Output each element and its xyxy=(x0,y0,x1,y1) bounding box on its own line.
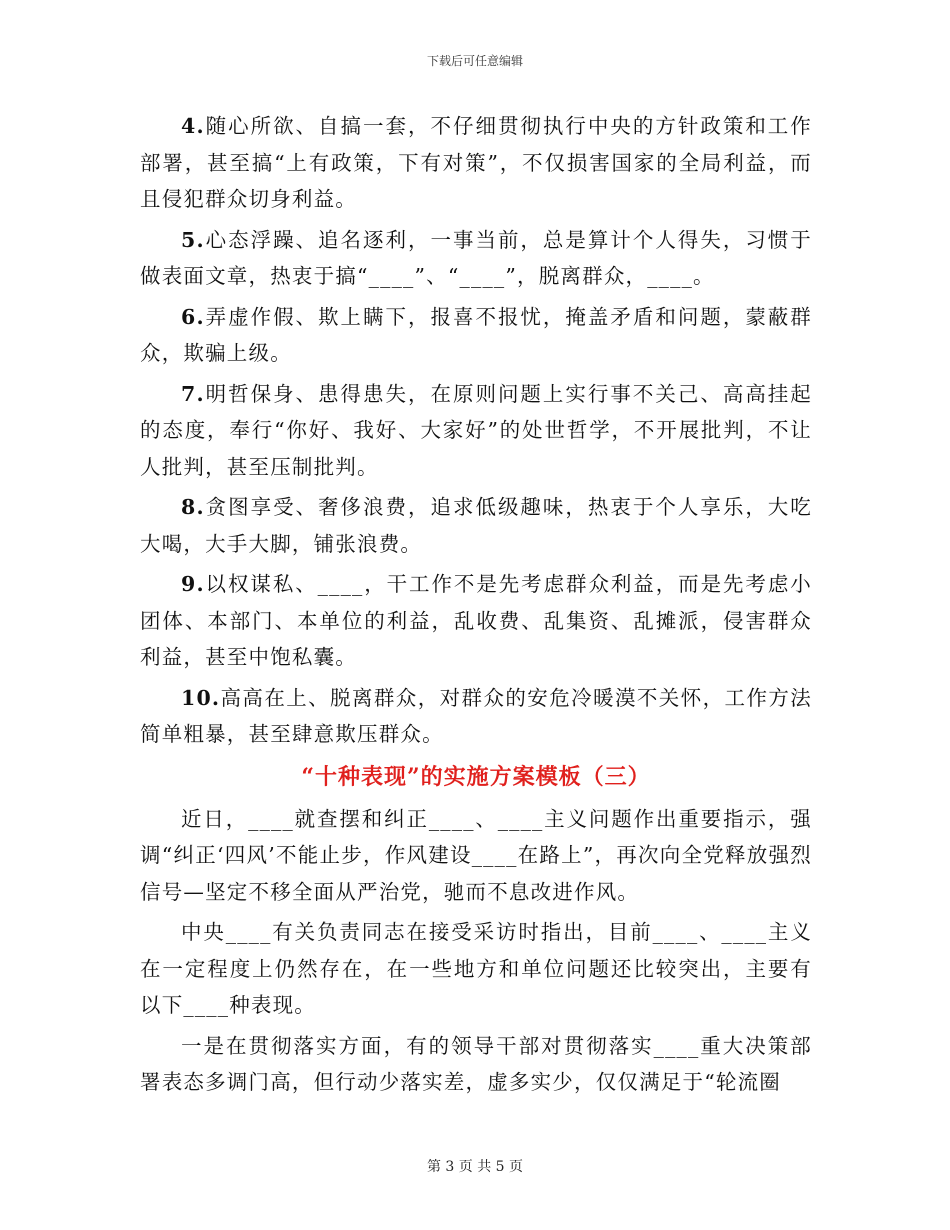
page-header: 下载后可任意编辑 xyxy=(426,54,523,68)
page-footer: 第 3 页 共 5 页 xyxy=(426,1159,524,1175)
item-text: 以权谋私、____，干工作不是先考虑群众利益，而是先考虑小团体、本部门、本单位的利益，乱收费、乱集资、乱摊派，侵害群众利益，甚至中饱私囊。 xyxy=(140,572,812,669)
item-text: 高高在上、脱离群众，对群众的安危冷暖漠不关怀，工作方法简单粗暴，甚至肆意欺压群众。 xyxy=(140,685,812,746)
item-number: 6. xyxy=(181,304,205,329)
item-number: 10. xyxy=(181,685,221,710)
item-text: 明哲保身、患得患失，在原则问题上实行事不关己、高高挂起的态度，奉行“你好、我好、大家好”的处世哲学，不开展批判，不让人批判，甚至压制批判。 xyxy=(140,381,812,479)
body-paragraph-3: 一是在贯彻落实方面，有的领导干部对贯彻落实____重大决策部署表态多调门高，但行动少落实差，虚多实少，仅仅满足于“轮流圈 xyxy=(140,1033,812,1094)
item-text: 贪图享受、奢侈浪费，追求低级趣味，热衷于个人享乐，大吃大喝，大手大脚，铺张浪费。 xyxy=(140,495,812,556)
body-paragraph-1: 近日，____就查摆和纠正____、____主义问题作出重要指示，强调“纠正‘四风’不能止步，作风建设____在路上”，再次向全党释放强烈信号—坚定不移全面从严治党，驰而不息改进作风。 xyxy=(140,806,812,904)
list-item-9 xyxy=(140,566,812,676)
item-number: 9. xyxy=(181,572,205,596)
list-item-10 xyxy=(140,680,812,753)
list-item-4 xyxy=(140,108,812,218)
item-number: 5. xyxy=(181,227,205,252)
document-body xyxy=(140,108,812,1105)
list-item-7 xyxy=(140,376,812,486)
item-text: 心态浮躁、追名逐利，一事当前，总是算计个人得失，习惯于做表面文章，热衷于搞“____”、“____”，脱离群众，____。 xyxy=(140,227,812,288)
item-number: 7. xyxy=(181,381,205,406)
item-text: 随心所欲、自搞一套，不仔细贯彻执行中央的方针政策和工作部署，甚至搞“上有政策，下有对策”，不仅损害国家的全局利益，而且侵犯群众切身利益。 xyxy=(140,114,812,211)
body-paragraph-2: 中央____有关负责同志在接受采访时指出，目前____、____主义在一定程度上仍然存在，在一些地方和单位问题还比较突出，主要有以下____种表现。 xyxy=(140,920,812,1017)
list-item-8 xyxy=(140,489,812,562)
item-number: 4. xyxy=(181,114,205,138)
item-number: 8. xyxy=(181,495,205,519)
list-item-6 xyxy=(140,299,812,372)
list-item-5 xyxy=(140,222,812,295)
section-title: “十种表现”的实施方案模板（三） xyxy=(301,763,651,790)
item-text: 弄虚作假、欺上瞒下，报喜不报忧，掩盖矛盾和问题，蒙蔽群众，欺骗上级。 xyxy=(140,304,812,365)
